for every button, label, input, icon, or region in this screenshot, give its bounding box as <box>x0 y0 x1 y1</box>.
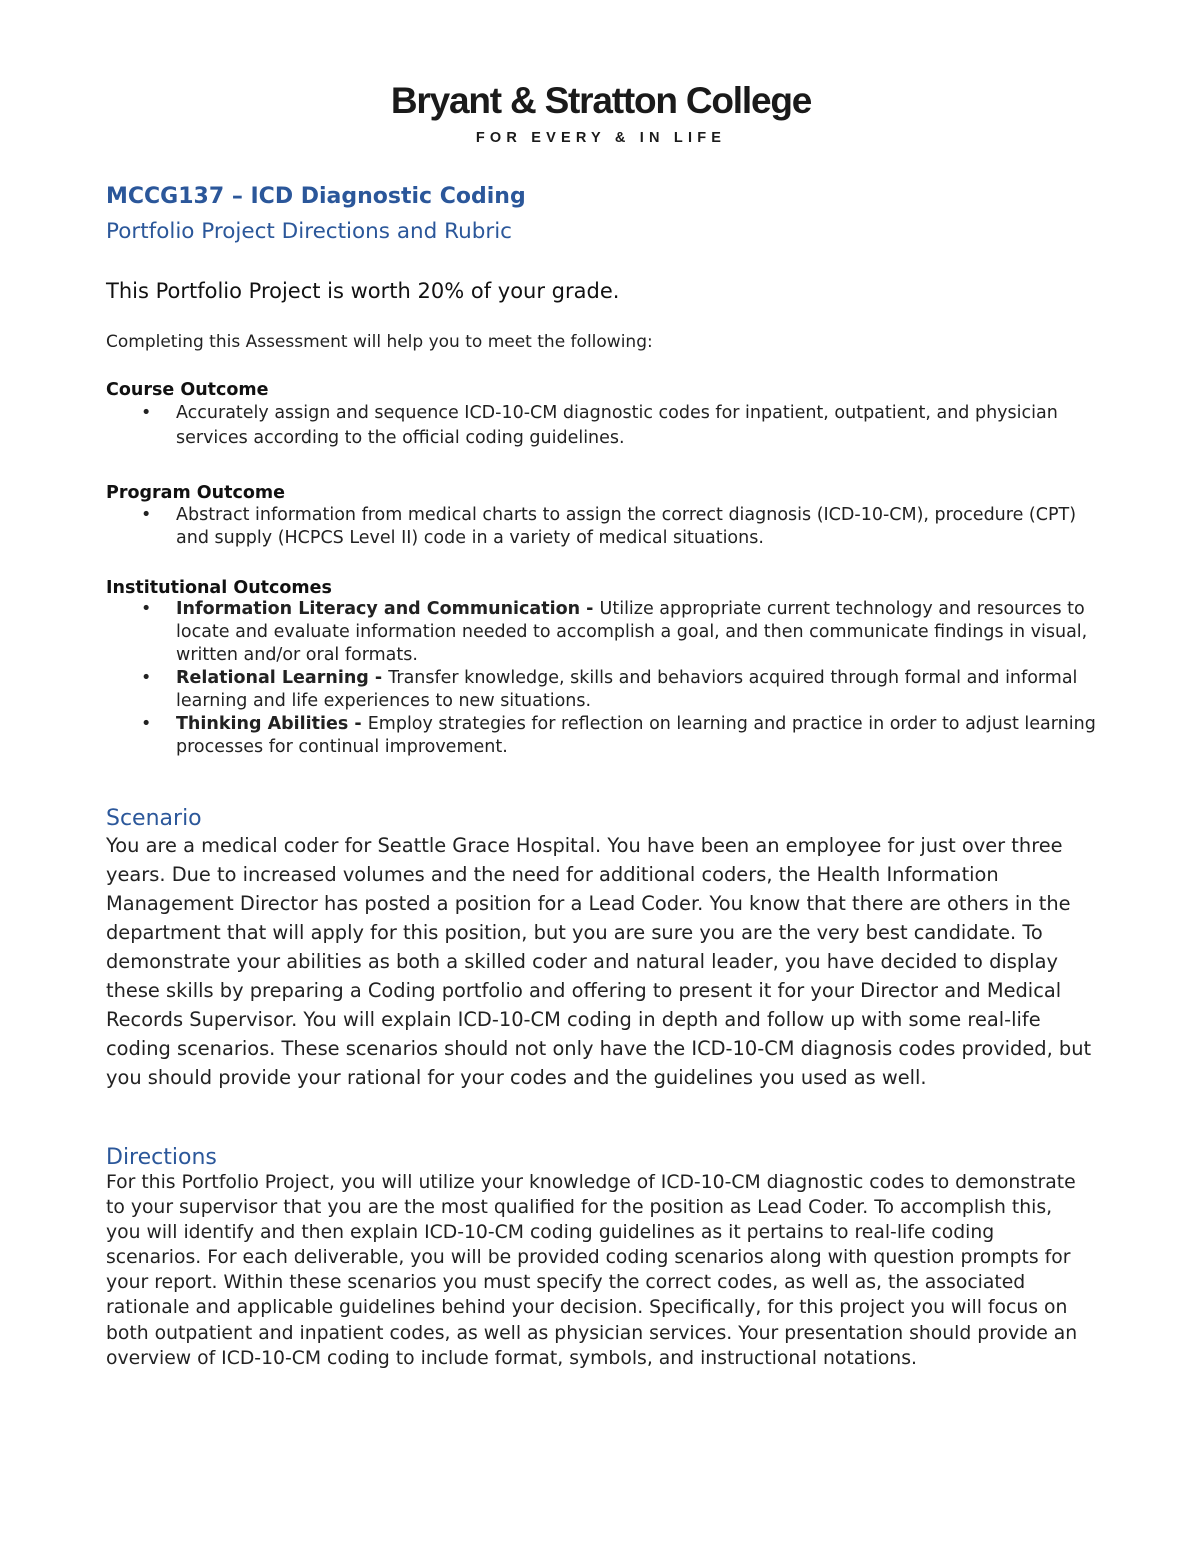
logo-tagline: FOR EVERY & IN LIFE <box>475 130 727 146</box>
document-subtitle: Portfolio Project Directions and Rubric <box>106 219 513 244</box>
bullet-icon: • <box>141 714 152 734</box>
scenario-section <box>106 806 1106 1092</box>
course-outcome-section <box>106 380 1106 451</box>
directions-heading: Directions <box>106 1145 217 1170</box>
institutional-outcomes-list <box>106 598 1106 759</box>
logo-name: Bryant & Stratton College <box>390 80 812 121</box>
outcome-text: Employ strategies for reflection on learning and practice in order to adjust learning processes for continual improvement. <box>176 714 1096 757</box>
outcome-text: Utilize appropriate current technology and resources to locate and evaluate information needed to accomplish a goal, and then communicate findings in visual, written and/or oral formats. <box>176 599 1088 665</box>
program-outcome-list <box>106 504 1106 550</box>
grade-weight-statement: This Portfolio Project is worth 20% of your grade. <box>106 279 620 303</box>
college-logo <box>0 80 1200 146</box>
outcome-title: Thinking Abilities - <box>176 714 368 734</box>
outcome-text: Transfer knowledge, skills and behaviors acquired through formal and informal learning and life experiences to new situations. <box>176 668 1078 711</box>
program-outcome-section <box>106 483 1106 550</box>
program-outcome-label: Program Outcome <box>106 483 285 503</box>
bullet-icon: • <box>141 403 152 423</box>
bullet-icon: • <box>141 505 152 525</box>
list-item <box>106 713 1106 759</box>
list-item <box>106 598 1106 667</box>
list-item <box>106 667 1106 713</box>
course-title: MCCG137 – ICD Diagnostic Coding <box>106 184 526 209</box>
course-outcome-label: Course Outcome <box>106 380 269 400</box>
scenario-heading: Scenario <box>106 806 202 831</box>
list-item: • Accurately assign and sequence ICD-10-CM diagnostic codes for inpatient, outpatient, and physician services according to the official coding guidelines. <box>141 403 1058 448</box>
bullet-icon: • <box>141 599 152 619</box>
directions-section <box>106 1145 1106 1371</box>
outcome-title: Relational Learning - <box>176 668 389 688</box>
course-outcome-list <box>106 401 1106 451</box>
intro-text: Completing this Assessment will help you to meet the following: <box>106 332 653 352</box>
institutional-outcomes-section <box>106 578 1106 759</box>
bullet-icon: • <box>141 668 152 688</box>
institutional-outcomes-label: Institutional Outcomes <box>106 578 332 598</box>
directions-body: For this Portfolio Project, you will utilize your knowledge of ICD-10-CM diagnostic codes to demonstrate to your supervisor that you are the most qualified for the position as Lead Coder. To accomplish this, you will identify and then explain ICD-10-CM coding guidelines as it pertains to real-life coding scenarios. For each deliverable, you will be provided coding scenarios along with question prompts for your report. Within these scenarios you must specify the correct codes, as well as, the associated rationale and applicable guidelines behind your decision. Specifically, for this project you will focus on both outpatient and inpatient codes, as well as physician services. Your presentation should provide an overview of ICD-10-CM coding to include format, symbols, and instructional notations. <box>106 1172 1078 1369</box>
list-item: • Abstract information from medical charts to assign the correct diagnosis (ICD-10-CM), procedure (CPT) and supply (HCPCS Level II) code in a variety of medical situations. <box>141 505 1077 548</box>
scenario-body: You are a medical coder for Seattle Grace Hospital. You have been an employee for just over three years. Due to increased volumes and the need for additional coders, the Health Information Management Director has posted a position for a Lead Coder. You know that there are others in the department that will apply for this position, but you are sure you are the very best candidate. To demonstrate your abilities as both a skilled coder and natural leader, you have decided to display these skills by preparing a Coding portfolio and offering to present it for your Director and Medical Records Supervisor. You will explain ICD-10-CM coding in depth and follow up with some real-life coding scenarios. These scenarios should not only have the ICD-10-CM diagnosis codes provided, but you should provide your rational for your codes and the guidelines you used as well. <box>106 834 1092 1089</box>
outcome-title: Information Literacy and Communication - <box>176 599 600 619</box>
